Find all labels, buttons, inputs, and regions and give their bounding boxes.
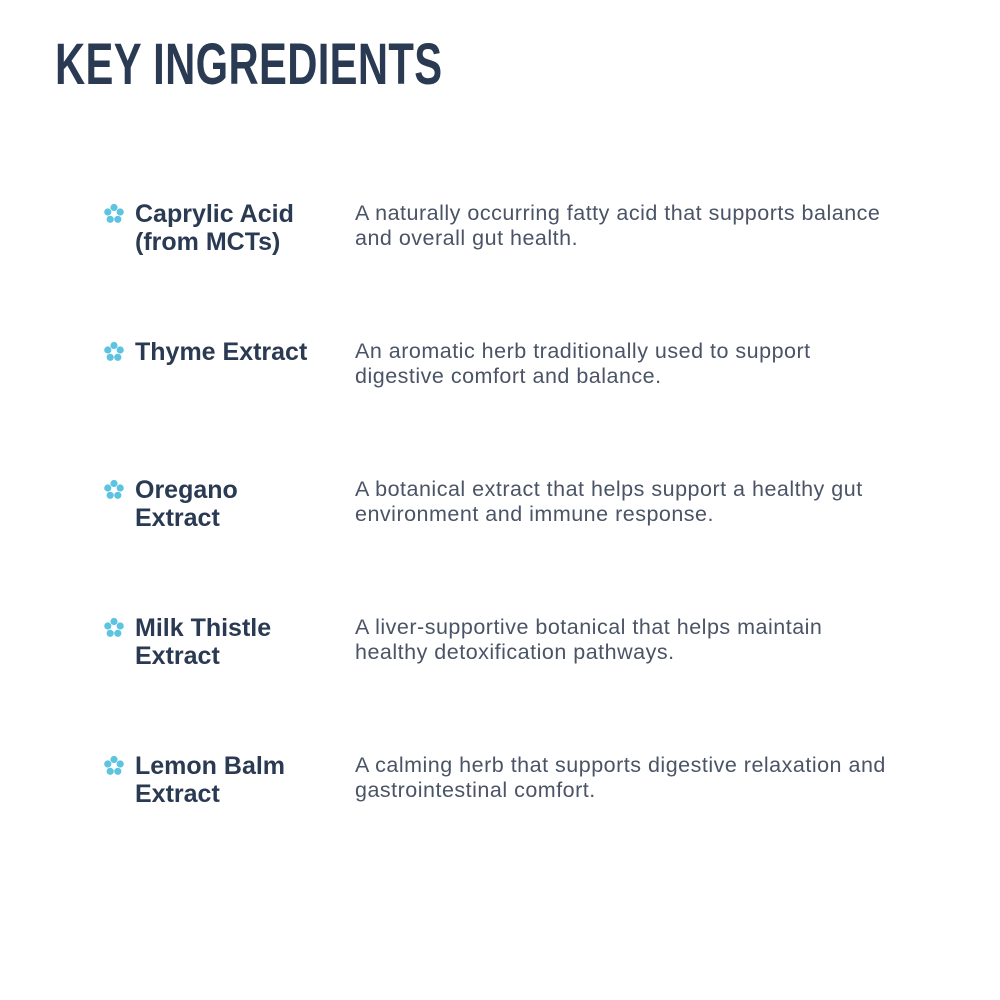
ingredient-item bbox=[103, 614, 903, 752]
ingredient-name: Lemon Balm Extract bbox=[135, 752, 286, 808]
ingredient-name: Caprylic Acid (from MCTs) bbox=[135, 200, 294, 256]
flower-icon bbox=[103, 617, 125, 639]
ingredient-description: A naturally occurring fatty acid that supports balance and overall gut health. bbox=[355, 201, 881, 250]
ingredient-name: Oregano Extract bbox=[135, 476, 238, 532]
ingredient-item bbox=[103, 476, 903, 614]
ingredient-name: Thyme Extract bbox=[135, 338, 308, 366]
flower-icon bbox=[103, 755, 125, 777]
flower-icon bbox=[103, 203, 125, 225]
ingredient-description: A liver-supportive botanical that helps maintain healthy detoxification pathways. bbox=[355, 615, 823, 664]
ingredient-item bbox=[103, 338, 903, 476]
ingredient-description: An aromatic herb traditionally used to support digestive comfort and balance. bbox=[355, 339, 811, 388]
flower-icon bbox=[103, 479, 125, 501]
ingredient-description: A calming herb that supports digestive relaxation and gastrointestinal comfort. bbox=[355, 753, 886, 802]
flower-icon bbox=[103, 341, 125, 363]
ingredient-item bbox=[103, 200, 903, 338]
page-title: KEY INGREDIENTS bbox=[55, 32, 443, 97]
ingredient-name: Milk Thistle Extract bbox=[135, 614, 272, 670]
ingredient-item bbox=[103, 752, 903, 890]
ingredient-description: A botanical extract that helps support a healthy gut environment and immune response. bbox=[355, 477, 863, 526]
ingredient-list bbox=[103, 200, 903, 890]
